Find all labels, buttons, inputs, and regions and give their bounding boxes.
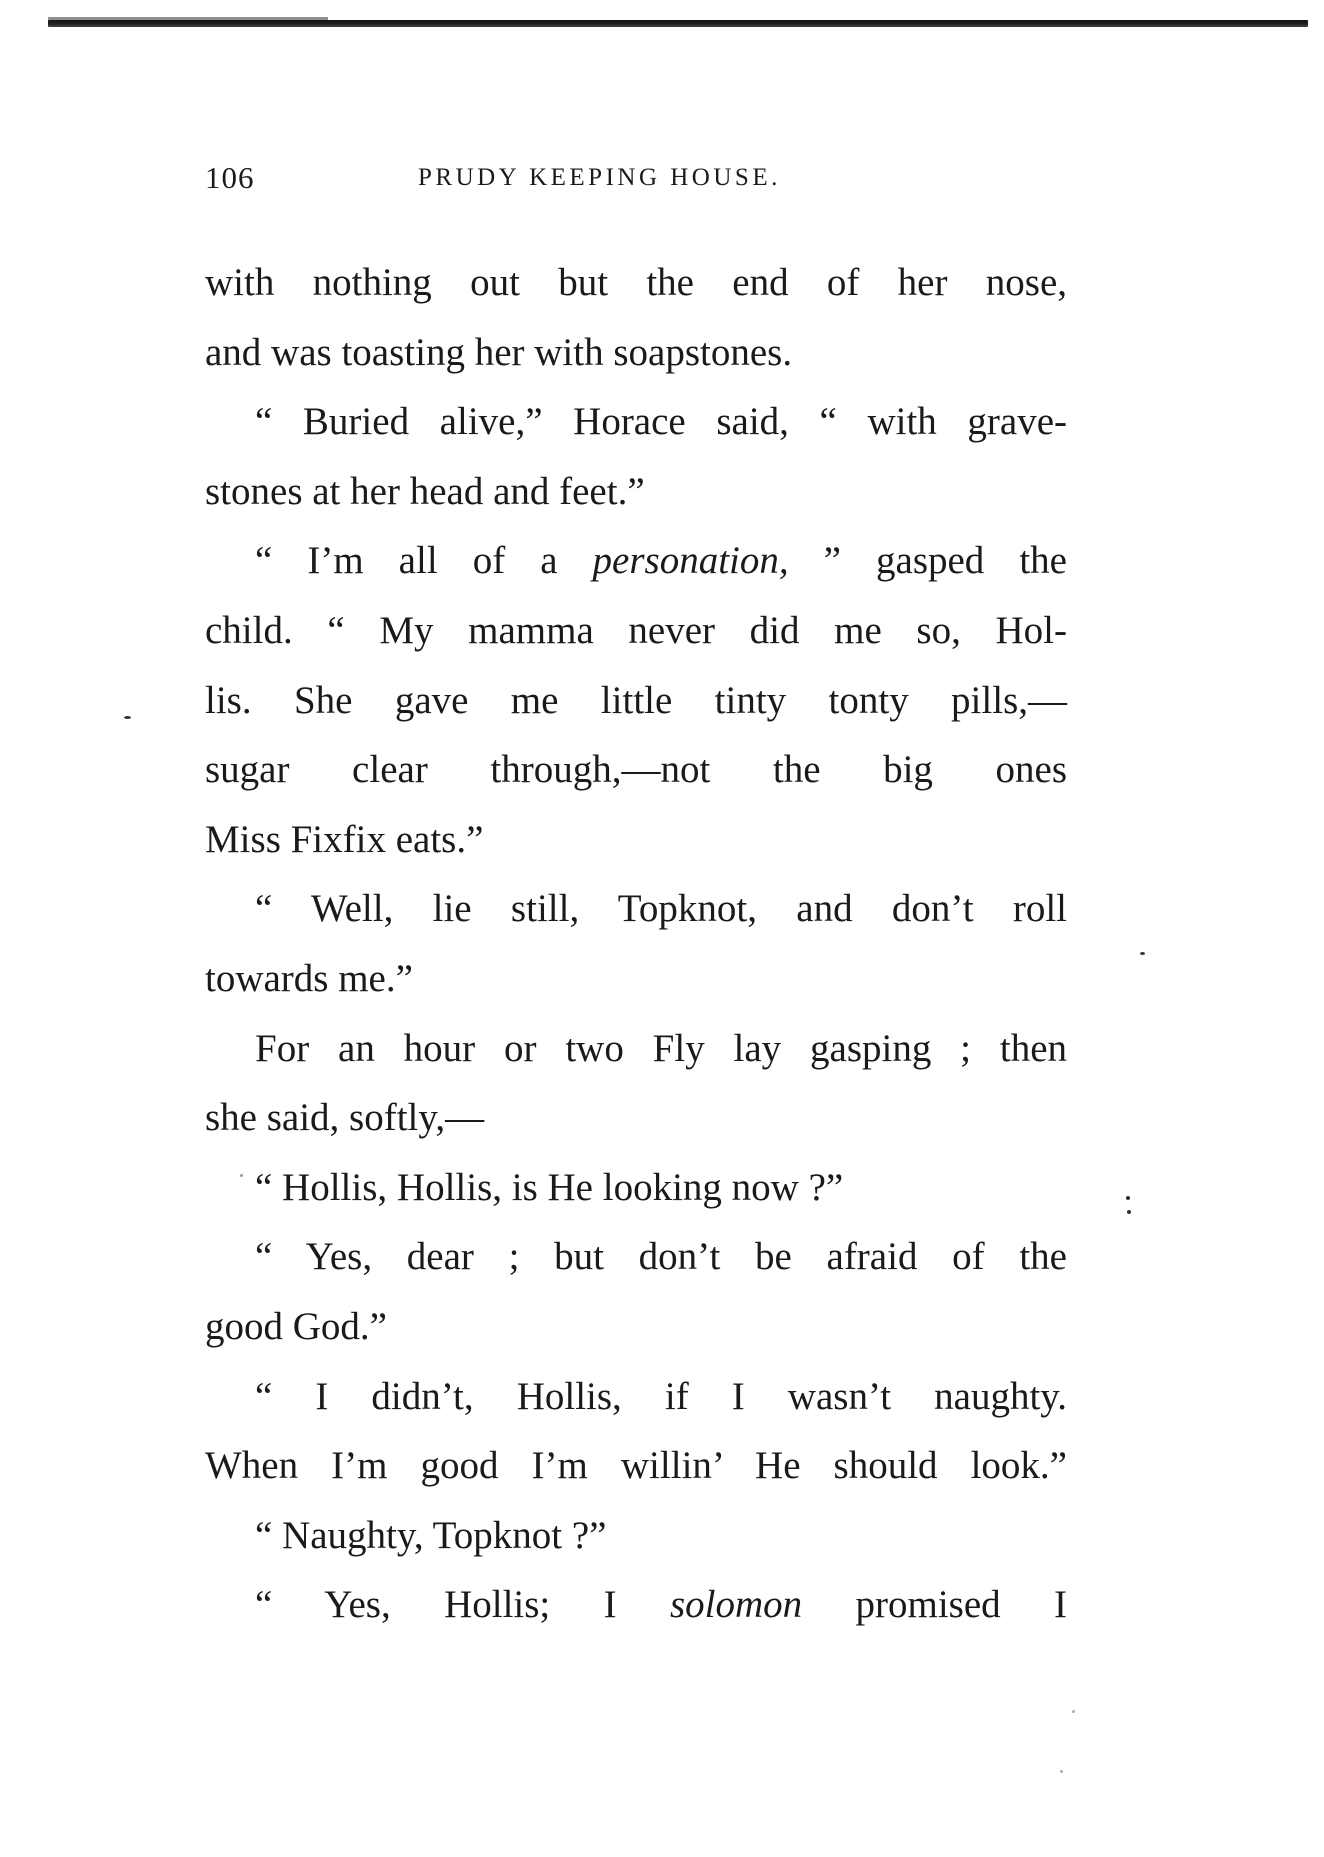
italic-word: personation, <box>592 539 789 583</box>
text-run: “ I’m all of a <box>255 539 593 583</box>
print-speck <box>1140 952 1145 955</box>
text-run: “ Yes, Hollis; I <box>255 1583 670 1627</box>
print-speck <box>1072 1710 1075 1713</box>
text-line: towards me.” <box>205 956 413 1000</box>
text-run: promised I <box>855 1583 1067 1627</box>
text-run: ” gasped the <box>823 539 1067 583</box>
text-line: “ Yes, dear ; but don’t be afraid of the <box>255 1235 1067 1279</box>
text-line: child. “ My mamma never did me so, Hol- <box>205 608 1067 652</box>
italic-word: solomon <box>669 1583 803 1627</box>
print-speck <box>1060 1770 1063 1773</box>
text-line: Miss Fixfix eats.” <box>205 817 484 861</box>
text-line: with nothing out but the end of her nose, <box>205 261 1067 304</box>
text-line: “ Hollis, Hollis, is He looking now ?” <box>255 1165 844 1209</box>
text-line: “ Buried alive,” Horace said, “ with grave- <box>255 400 1067 444</box>
text-line: sugar clear through,—not the big ones <box>205 748 1067 792</box>
page-header <box>205 160 1105 200</box>
text-line: “ Naughty, Topknot ?” <box>255 1513 607 1557</box>
print-speck <box>1126 1196 1130 1200</box>
text-line: “ Well, lie still, Topknot, and don’t roll <box>255 887 1067 931</box>
running-title: PRUDY KEEPING HOUSE. <box>418 164 781 191</box>
text-line: “ I didn’t, Hollis, if I wasn’t naughty. <box>255 1374 1067 1418</box>
text-line: stones at her head and feet.” <box>205 469 645 513</box>
text-line <box>205 526 1067 596</box>
page-number: 106 <box>205 160 255 195</box>
text-line <box>205 1570 1067 1640</box>
text-line: When I’m good I’m willin’ He should look.” <box>205 1444 1067 1488</box>
print-speck <box>1127 1210 1131 1214</box>
print-speck <box>240 1174 243 1177</box>
top-rule <box>48 20 1308 27</box>
text-line: and was toasting her with soapstones. <box>205 330 793 374</box>
body-text <box>205 248 1067 1640</box>
text-line: lis. She gave me little tinty tonty pills,— <box>205 678 1067 722</box>
text-line: good God.” <box>205 1304 387 1348</box>
text-line: she said, softly,— <box>205 1096 485 1140</box>
print-speck <box>124 716 131 719</box>
text-line: For an hour or two Fly lay gasping ; then <box>255 1026 1067 1070</box>
